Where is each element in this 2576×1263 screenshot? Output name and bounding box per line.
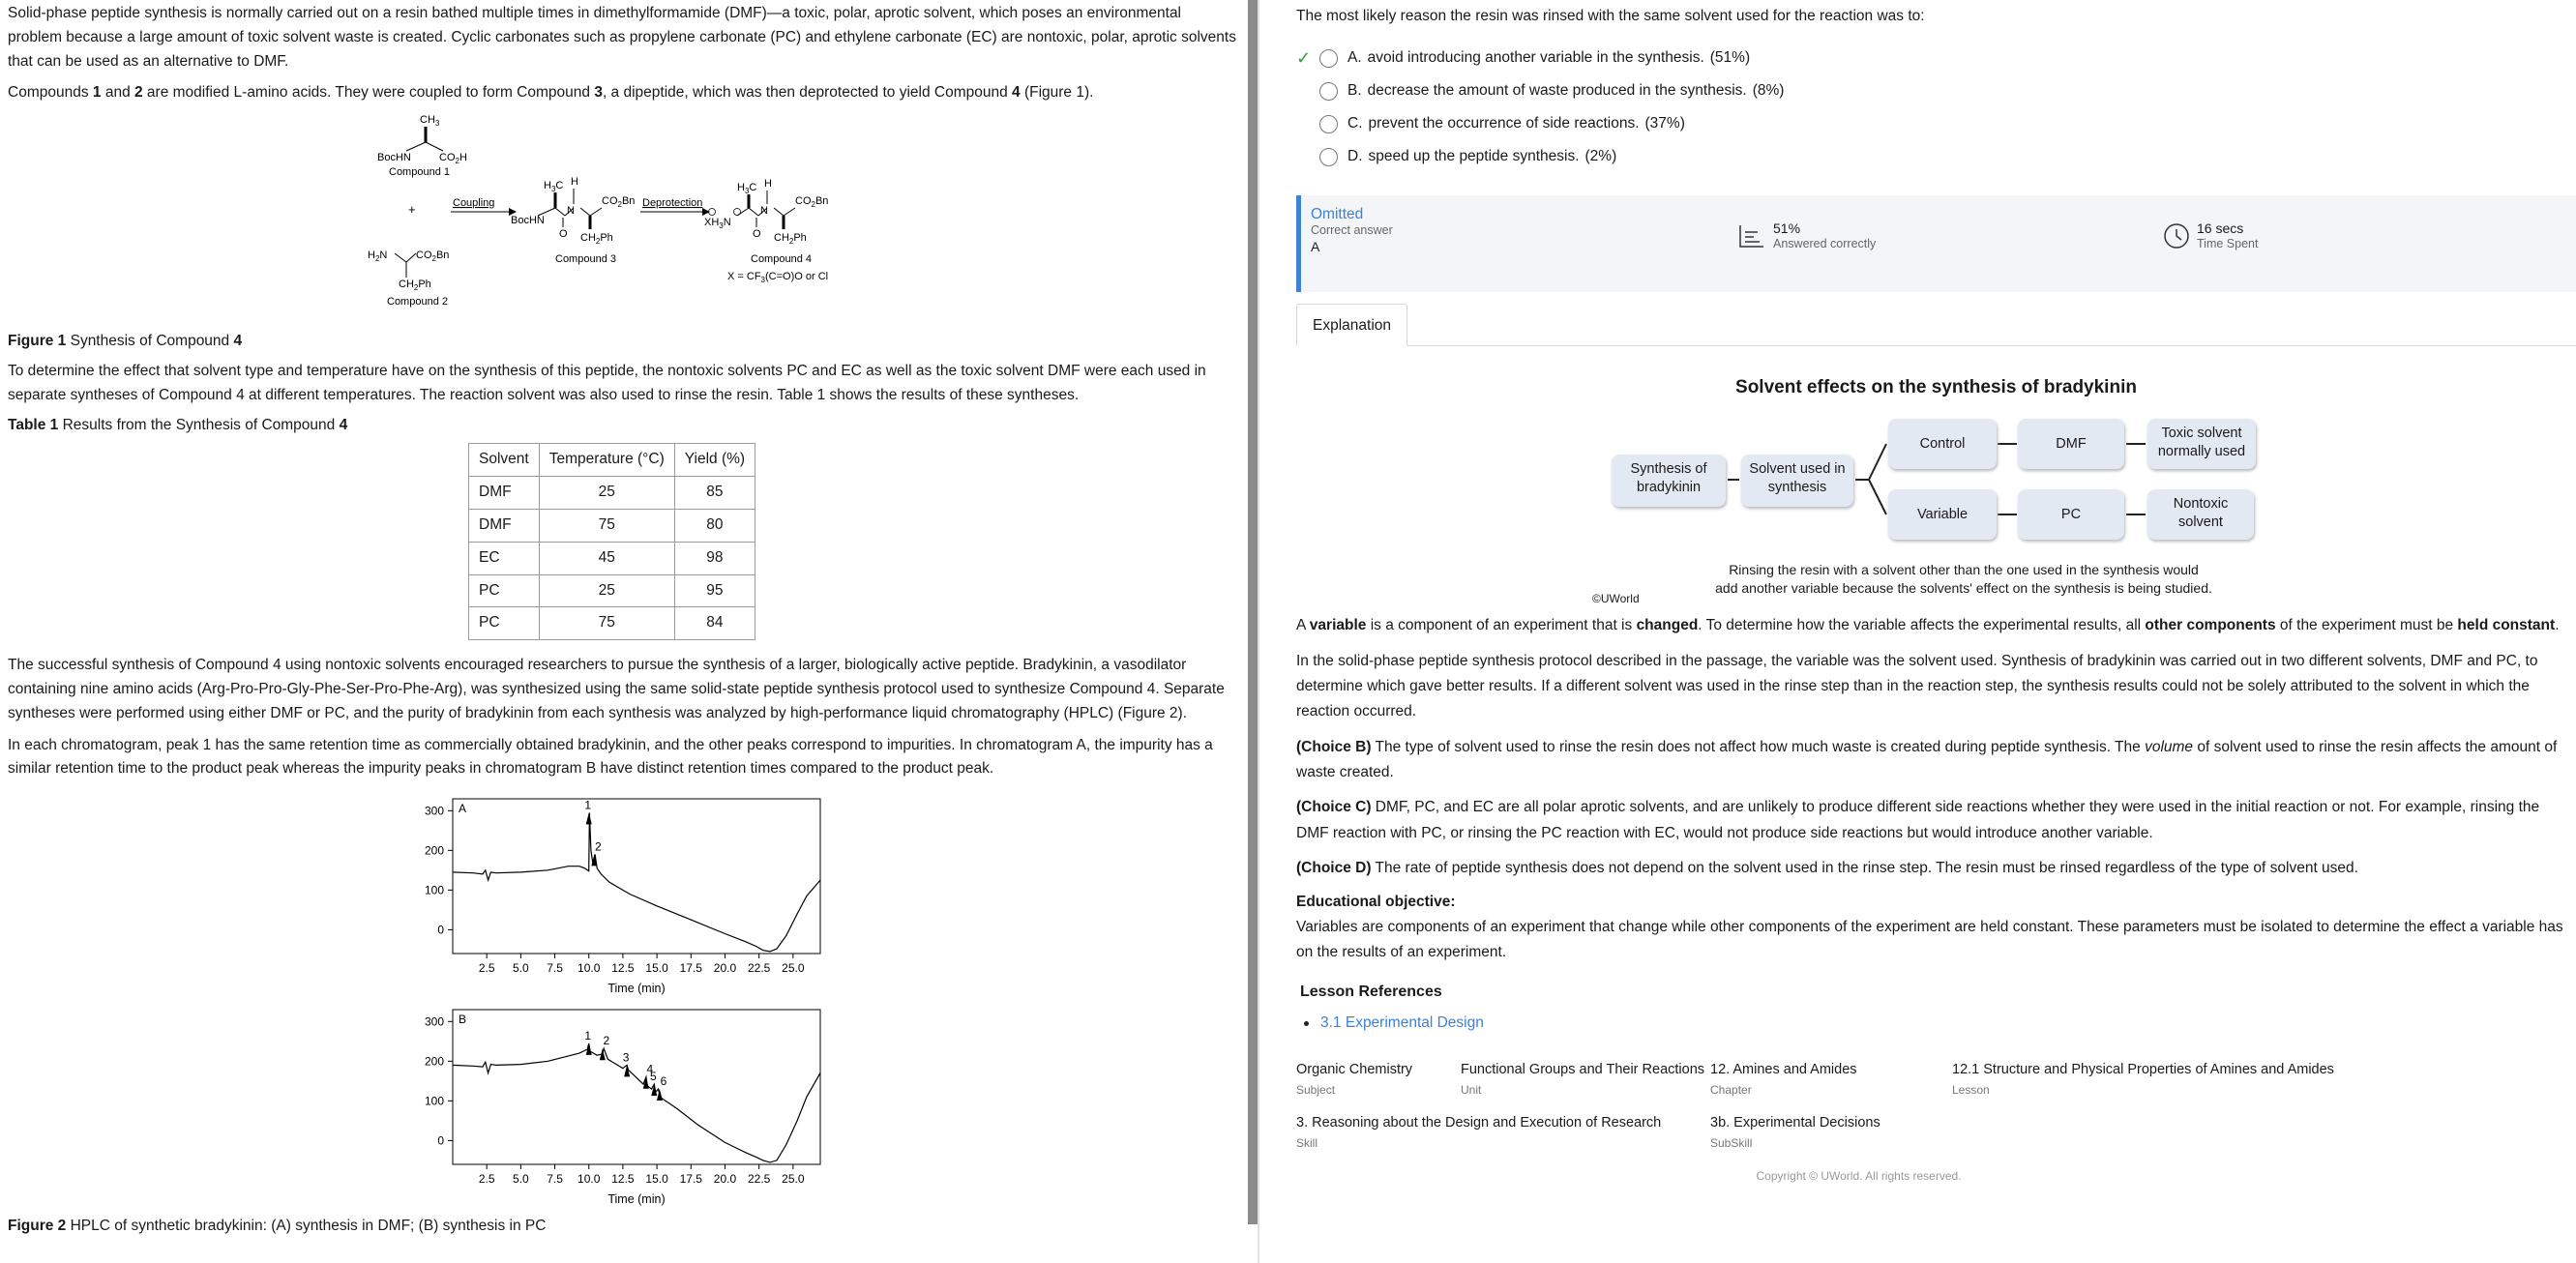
text: Table 1 bbox=[8, 416, 59, 433]
text: 12. Amines and Amides bbox=[1710, 1062, 1857, 1078]
text: Figure 2 bbox=[8, 1218, 67, 1235]
peak-shading bbox=[651, 1084, 657, 1096]
choice-d-explanation bbox=[1296, 856, 2576, 881]
peak-label: 5 bbox=[649, 1070, 657, 1084]
text: SubSkill bbox=[1710, 1136, 1753, 1151]
y-tick-label: 200 bbox=[424, 843, 444, 858]
table-cell: 75 bbox=[539, 607, 674, 640]
text: are modified L-amino acids. They were coupled to form Compound bbox=[142, 84, 595, 102]
text: Compounds bbox=[8, 84, 93, 102]
c3-n: N bbox=[567, 205, 575, 218]
c3-bochn: BocHN bbox=[511, 215, 545, 227]
x-tick-label: 7.5 bbox=[547, 1172, 563, 1187]
c3-co2bn: $CO_2Bn$ bbox=[602, 195, 636, 210]
text: variable bbox=[1309, 617, 1367, 634]
text: changed bbox=[1636, 617, 1699, 634]
compound-1-label: Compound 1 bbox=[389, 166, 450, 179]
text: held constant bbox=[2457, 617, 2556, 634]
x-tick-label: 20.0 bbox=[713, 1172, 737, 1187]
node-solvent: Solvent used in synthesis bbox=[1741, 455, 1853, 507]
peak-label: 1 bbox=[584, 1029, 592, 1043]
answer-choices bbox=[1296, 43, 2576, 174]
text: , a dipeptide, which was then deprotected to yield Compound bbox=[602, 84, 1013, 102]
c4-o: O bbox=[753, 228, 761, 241]
answer-choice[interactable] bbox=[1296, 43, 2576, 75]
choice-letter: C. bbox=[1347, 115, 1363, 132]
figure-1-caption bbox=[8, 330, 1238, 354]
x-tick-label: 5.0 bbox=[513, 1172, 529, 1187]
text: DMF, PC, and EC are all polar aprotic solvents, and are unlikely to produce different side reactions whether they were used in the initial reaction or not. For example, rinsing the DMF reaction with PC, or rinsing the PC reaction with EC, would not produce side reactions but would introduce another variable. bbox=[1296, 799, 2540, 841]
c4-n: N bbox=[760, 205, 768, 218]
radio-button[interactable] bbox=[1319, 148, 1338, 166]
synthesis-scheme bbox=[366, 107, 907, 320]
correct-answer-value: A bbox=[1311, 238, 1320, 254]
x-tick-label: 22.5 bbox=[747, 1172, 771, 1187]
answer-choice[interactable] bbox=[1296, 108, 2576, 141]
meta-lesson bbox=[1952, 1059, 2334, 1100]
diagram-title: Solvent effects on the synthesis of bradykinin bbox=[1735, 376, 2137, 397]
c3-h3c: $H_3C$ bbox=[544, 180, 564, 194]
text: . To determine how the variable affects the experimental results, all bbox=[1698, 617, 2146, 634]
choice-b-explanation bbox=[1296, 735, 2576, 786]
c1-methyl: $CH_3$ bbox=[420, 114, 440, 129]
question-stem: The most likely reason the resin was rinsed with the same solvent used for the reaction was to: bbox=[1296, 8, 1925, 24]
c2-co2bn: $CO_2Bn$ bbox=[416, 250, 450, 264]
x-tick-label: 7.5 bbox=[547, 961, 563, 976]
text: 4 bbox=[1012, 84, 1021, 102]
table-cell: PC bbox=[469, 574, 540, 607]
pane-splitter[interactable] bbox=[1248, 0, 1258, 1224]
table-cell: DMF bbox=[469, 509, 540, 542]
choice-percent: (8%) bbox=[1752, 82, 1785, 100]
peak-shading bbox=[586, 812, 592, 824]
text: Skill bbox=[1296, 1136, 1318, 1151]
correct-answer-label: Correct answer bbox=[1311, 223, 1393, 238]
peak-label: 6 bbox=[660, 1074, 667, 1089]
pane-border bbox=[1258, 0, 1259, 1263]
choice-text: decrease the amount of waste produced in the synthesis. bbox=[1367, 82, 1747, 100]
peak-label: 1 bbox=[584, 798, 592, 812]
status-omitted: Omitted bbox=[1311, 205, 1364, 222]
node-pc: PC bbox=[2018, 489, 2124, 540]
choice-percent: (37%) bbox=[1644, 115, 1685, 132]
explanation-paragraph bbox=[1296, 613, 2576, 638]
choice-text: prevent the occurrence of side reactions. bbox=[1368, 115, 1640, 132]
c4-xh3n: $XH_3N$ bbox=[704, 217, 731, 231]
text: and bbox=[101, 84, 134, 102]
y-tick-label: 0 bbox=[437, 1133, 444, 1148]
passage-paragraph: To determine the effect that solvent type and temperature have on the synthesis of this peptide, the nontoxic solvents PC and EC as well as the toxic solvent DMF were each used in separate syntheses of Compound 4 at different temperatures. The reaction solvent was also used to rinse the resin. Table 1 shows the results of these syntheses. bbox=[8, 362, 1206, 403]
x-axis-label: Time (min) bbox=[607, 982, 666, 996]
answer-stats-bar bbox=[1296, 195, 2576, 292]
c4-co2bn: $CO_2Bn$ bbox=[795, 195, 829, 210]
table-cell: 98 bbox=[674, 542, 755, 574]
text: is a component of an experiment that is bbox=[1366, 617, 1637, 634]
table-1-caption bbox=[8, 414, 1238, 438]
bar-chart-icon bbox=[1736, 221, 1765, 250]
radio-button[interactable] bbox=[1319, 49, 1338, 68]
c3-h: H bbox=[571, 176, 578, 189]
choice-letter: A. bbox=[1347, 49, 1362, 67]
figure-2-caption bbox=[8, 1215, 1238, 1239]
passage-panel bbox=[0, 0, 1246, 1263]
x-tick-label: 10.0 bbox=[577, 961, 601, 976]
diagram-caption bbox=[1606, 561, 2322, 598]
x-tick-label: 22.5 bbox=[747, 961, 771, 976]
choice-letter: D. bbox=[1347, 148, 1363, 165]
plus-sign: + bbox=[408, 202, 416, 218]
passage-paragraph: The successful synthesis of Compound 4 using nontoxic solvents encouraged researchers to pursue the synthesis of a larger, biologically active peptide. Bradykinin, a vasodilator containing nine amino acids (Arg-Pro-Pro-Gly-Phe-Ser-Pro-Phe-Arg), was synthesized using the same solid-state peptide synthesis protocol used to synthesize Compound 4. Separate syntheses were performed using either DMF or PC, and the purity of bradykinin from each synthesis was analyzed by high-performance liquid chromatography (HPLC) (Figure 2). bbox=[8, 657, 1225, 721]
compound-4-label: Compound 4 bbox=[751, 253, 812, 266]
node-control: Control bbox=[1888, 419, 1997, 469]
text: HPLC of synthetic bradykinin: (A) synthesis in DMF; (B) synthesis in PC bbox=[66, 1218, 547, 1235]
answer-choice[interactable] bbox=[1296, 141, 2576, 174]
meta-subskill bbox=[1710, 1112, 1880, 1153]
c4-h3c: $H_3C$ bbox=[737, 182, 757, 196]
x-tick-label: 25.0 bbox=[782, 961, 805, 976]
clock-icon bbox=[2162, 221, 2191, 250]
tab-explanation[interactable]: Explanation bbox=[1296, 304, 1407, 346]
text: (Figure 1). bbox=[1020, 84, 1094, 102]
deprotection-label: Deprotection bbox=[642, 197, 703, 210]
answer-choice[interactable] bbox=[1296, 75, 2576, 108]
time-spent-value: 16 secs bbox=[2197, 220, 2244, 236]
percent-correct-value: 51% bbox=[1773, 220, 1801, 236]
text: 3 bbox=[594, 84, 603, 102]
text: (Choice B) bbox=[1296, 738, 1372, 755]
choice-letter: B. bbox=[1347, 82, 1362, 100]
x-tick-label: 12.5 bbox=[611, 1172, 635, 1187]
table-cell: 95 bbox=[674, 574, 755, 607]
correct-check-icon: ✓ bbox=[1296, 48, 1312, 69]
y-tick-label: 200 bbox=[424, 1054, 444, 1069]
text: . bbox=[2555, 617, 2560, 634]
node-synthesis: Synthesis of bradykinin bbox=[1612, 455, 1726, 507]
c3-o: O bbox=[559, 228, 568, 241]
text: 1 bbox=[92, 84, 102, 102]
x-tick-label: 25.0 bbox=[782, 1172, 805, 1187]
compound-2-label: Compound 2 bbox=[387, 296, 448, 308]
passage-paragraph bbox=[8, 81, 1238, 105]
y-tick-label: 100 bbox=[424, 1094, 444, 1108]
x-tick-label: 2.5 bbox=[478, 1172, 495, 1187]
x-tick-label: 10.0 bbox=[577, 1172, 601, 1187]
lesson-references bbox=[1300, 980, 2576, 1036]
table-cell: EC bbox=[469, 542, 540, 574]
c1-co2h: $CO_2H$ bbox=[439, 152, 467, 166]
table-cell: 75 bbox=[539, 509, 674, 542]
peak-label: 3 bbox=[622, 1050, 630, 1065]
text: (Choice D) bbox=[1296, 859, 1372, 876]
diagram-copyright: ©UWorld bbox=[1592, 592, 1640, 606]
text: Organic Chemistry bbox=[1296, 1062, 1413, 1078]
x-tick-label: 2.5 bbox=[478, 961, 495, 976]
text: Functional Groups and Their Reactions bbox=[1461, 1062, 1705, 1078]
tab-bar bbox=[1296, 304, 2576, 346]
peak-label: 2 bbox=[603, 1034, 610, 1048]
explanation-paragraph: In the solid-phase peptide synthesis protocol described in the passage, the variable was the solvent used. Synthesis of bradykinin was carried out in two different solvents, DMF and PC, to determine which gave better results. If a different solvent was used in the rinse step than in the reaction step, the synthesis results could not be solely attributed to the solvent in which the reaction occurred. bbox=[1296, 652, 2538, 720]
y-tick-label: 100 bbox=[424, 883, 444, 897]
lesson-link[interactable]: 3.1 Experimental Design bbox=[1320, 1014, 1484, 1032]
concept-diagram bbox=[1592, 416, 2576, 606]
table-row bbox=[469, 574, 755, 607]
text: volume bbox=[2145, 738, 2194, 755]
c1-bochn: BocHN bbox=[377, 152, 411, 164]
peak-label: 2 bbox=[595, 839, 602, 854]
plot-frame bbox=[453, 799, 820, 954]
choice-text: speed up the peptide synthesis. bbox=[1368, 148, 1580, 165]
text: Unit bbox=[1461, 1083, 1482, 1098]
text: 3b. Experimental Decisions bbox=[1710, 1115, 1880, 1131]
table-header-cell: Temperature (°C) bbox=[539, 444, 674, 477]
plot-frame bbox=[453, 1010, 820, 1164]
x-tick-label: 15.0 bbox=[645, 961, 668, 976]
meta-unit bbox=[1461, 1059, 1704, 1100]
text: 2 bbox=[134, 84, 143, 102]
node-toxic: Toxic solvent normally used bbox=[2147, 419, 2256, 469]
text: Chapter bbox=[1710, 1083, 1752, 1098]
choice-percent: (51%) bbox=[1709, 49, 1751, 67]
educational-objective: Variables are components of an experiment that change while other components of the experiment are held constant. These parameters must be isolated to determine the effect a variable has on the results of an experiment. bbox=[1296, 919, 2563, 961]
text: Subject bbox=[1296, 1083, 1336, 1098]
text: 4 bbox=[339, 416, 348, 433]
text: Results from the Synthesis of Compound bbox=[58, 416, 340, 433]
table-row bbox=[469, 477, 755, 510]
y-tick-label: 300 bbox=[424, 804, 444, 818]
table-header-cell: Yield (%) bbox=[674, 444, 755, 477]
text: A bbox=[1296, 617, 1310, 634]
x-tick-label: 17.5 bbox=[679, 961, 702, 976]
chromatogram-trace bbox=[453, 813, 820, 953]
results-table bbox=[468, 443, 755, 640]
text: (Choice C) bbox=[1296, 799, 1372, 816]
node-variable: Variable bbox=[1888, 489, 1997, 540]
table-row bbox=[469, 542, 755, 574]
y-tick-label: 0 bbox=[437, 923, 444, 937]
text: of the experiment must be bbox=[2275, 617, 2458, 634]
passage-paragraph: Solid-phase peptide synthesis is normally carried out on a resin bathed multiple times in dimethylformamide (DMF)—a toxic, polar, aprotic solvent, which poses an environmental problem because a large amount of toxic solvent waste is created. Cyclic carbonates such as propylene carbonate (PC) and ethylene carbonate (EC) are nontoxic, polar, aprotic solvents that can be used as an alternative to DMF. bbox=[8, 5, 1236, 70]
time-spent-label: Time Spent bbox=[2197, 236, 2259, 250]
peak-shading bbox=[657, 1089, 663, 1101]
table-cell: 80 bbox=[674, 509, 755, 542]
radio-button[interactable] bbox=[1319, 115, 1338, 133]
c4-ch2ph: $CH_2Ph$ bbox=[774, 232, 807, 247]
chromatogram-trace bbox=[453, 1043, 820, 1162]
table-cell: 25 bbox=[539, 574, 674, 607]
percent-correct-label: Answered correctly bbox=[1773, 236, 1877, 250]
meta-subject bbox=[1296, 1059, 1412, 1100]
text: The type of solvent used to rinse the resin does not affect how much waste is created during peptide synthesis. The bbox=[1371, 738, 2146, 755]
text: Figure 1 bbox=[8, 333, 67, 350]
hplc-chromatogram-a bbox=[404, 793, 946, 996]
panel-label: A bbox=[459, 802, 467, 816]
lesson-references-title: Lesson References bbox=[1300, 983, 1442, 1000]
text: Lesson bbox=[1952, 1083, 1990, 1098]
radio-button[interactable] bbox=[1319, 82, 1338, 101]
meta-skill bbox=[1296, 1112, 1661, 1153]
table-cell: 85 bbox=[674, 477, 755, 510]
choice-c-explanation bbox=[1296, 795, 2576, 846]
peak-label: 4 bbox=[646, 1062, 654, 1076]
text: Synthesis of Compound bbox=[66, 333, 234, 350]
table-cell: PC bbox=[469, 607, 540, 640]
copyright-footer: Copyright © UWorld. All rights reserved. bbox=[1756, 1169, 1962, 1184]
c3-ch2ph: $CH_2Ph$ bbox=[580, 232, 613, 247]
table-header-cell: Solvent bbox=[469, 444, 540, 477]
diagram-caption-line: add another variable because the solvents' effect on the synthesis is being studied. bbox=[1715, 580, 2212, 597]
node-dmf: DMF bbox=[2018, 419, 2124, 469]
y-tick-label: 300 bbox=[424, 1014, 444, 1029]
table-cell: DMF bbox=[469, 477, 540, 510]
compound-3-label: Compound 3 bbox=[555, 253, 616, 266]
choice-percent: (2%) bbox=[1584, 148, 1617, 165]
x-axis-label: Time (min) bbox=[607, 1192, 666, 1207]
table-row bbox=[469, 607, 755, 640]
table-cell: 45 bbox=[539, 542, 674, 574]
table-cell: 25 bbox=[539, 477, 674, 510]
coupling-label: Coupling bbox=[453, 197, 495, 210]
table-row bbox=[469, 509, 755, 542]
text: 12.1 Structure and Physical Properties of Amines and Amides bbox=[1952, 1062, 2334, 1078]
text: The rate of peptide synthesis does not depend on the solvent used in the rinse step. The resin must be rinsed regardless of the type of solvent used. bbox=[1371, 859, 2358, 876]
educational-objective-heading: Educational objective: bbox=[1296, 894, 1456, 911]
c2-ch2ph: $CH_2Ph$ bbox=[399, 279, 431, 293]
text: other components bbox=[2145, 617, 2276, 634]
passage-paragraph: In each chromatogram, peak 1 has the same retention time as commercially obtained bradykinin, and the other peaks correspond to impurities. In chromatogram A, the impurity has a similar retention time to the product peak whereas the impurity peaks in chromatogram B have distinct retention times compared to the product peak. bbox=[8, 736, 1213, 778]
hplc-chromatogram-b bbox=[404, 1004, 946, 1207]
x-tick-label: 20.0 bbox=[713, 961, 737, 976]
panel-label: B bbox=[459, 1013, 467, 1027]
text: 4 bbox=[233, 333, 243, 350]
text: 3. Reasoning about the Design and Execution of Research bbox=[1296, 1115, 1662, 1131]
meta-chapter bbox=[1710, 1059, 1857, 1100]
table-cell: 84 bbox=[674, 607, 755, 640]
x-tick-label: 17.5 bbox=[679, 1172, 702, 1187]
x-tick-label: 12.5 bbox=[611, 961, 635, 976]
question-panel bbox=[1296, 0, 2576, 1263]
metadata-grid bbox=[1296, 1059, 2576, 1165]
x-tick-label: 5.0 bbox=[513, 961, 529, 976]
text: of solvent used to rinse the resin affects the amount of waste created. bbox=[1296, 738, 2558, 780]
diagram-caption-line: Rinsing the resin with a solvent other than the one used in the synthesis would bbox=[1729, 562, 2199, 578]
x-tick-label: 15.0 bbox=[645, 1172, 668, 1187]
c4-x-definition: $X = CF_3(C=O)O$ or Cl bbox=[727, 271, 829, 285]
c2-h2n: $H_2N$ bbox=[368, 250, 388, 264]
node-nontoxic: Nontoxic solvent bbox=[2147, 489, 2254, 540]
c4-h: H bbox=[764, 178, 772, 191]
choice-text: avoid introducing another variable in the synthesis. bbox=[1367, 49, 1704, 67]
